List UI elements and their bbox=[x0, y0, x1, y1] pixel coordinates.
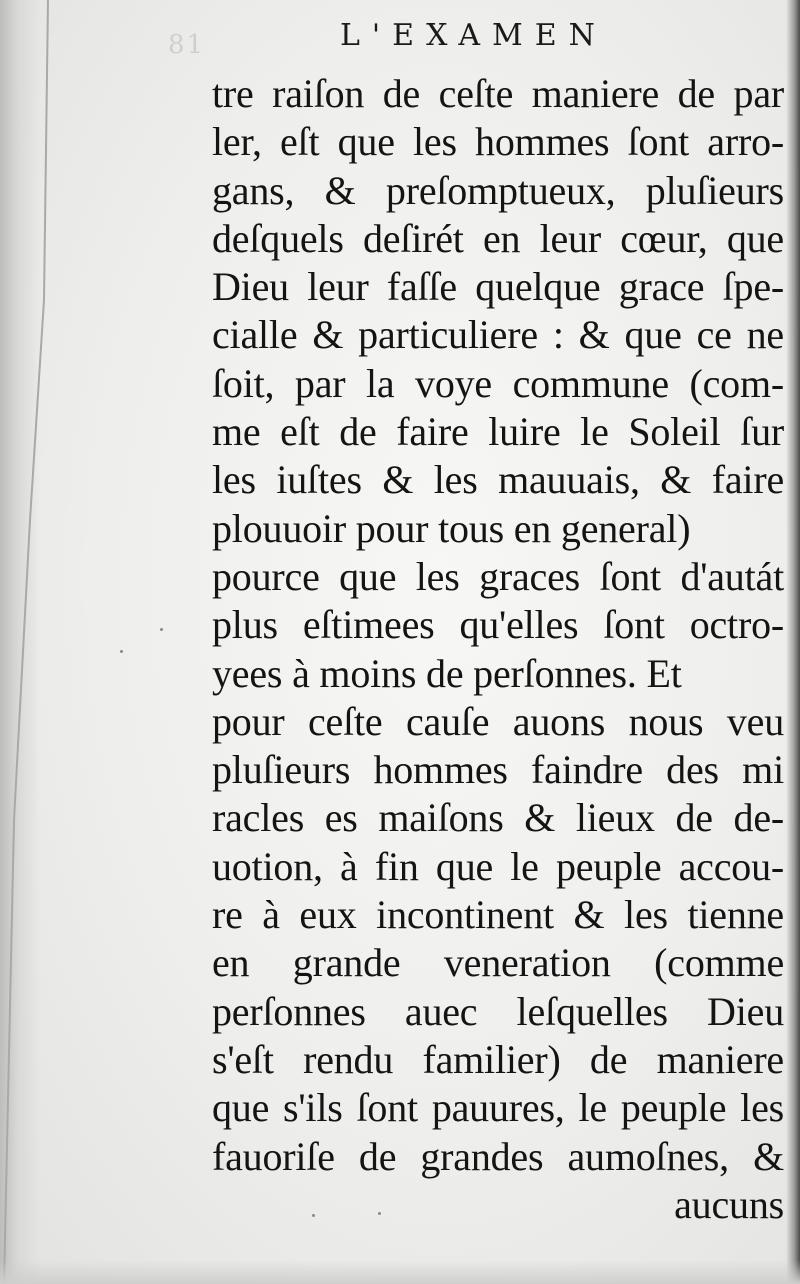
text-line: ſoit, par la voye commune (com- bbox=[212, 360, 784, 406]
text-line: tre raiſon de ceſte maniere de par bbox=[212, 71, 784, 116]
text-line: pource que les graces ſont d'autát bbox=[212, 553, 784, 599]
text-line: plus eſtimees qu'elles ſont octro- bbox=[212, 602, 784, 648]
text-line: en grande veneration (comme bbox=[212, 940, 784, 986]
paper-speck bbox=[378, 1212, 381, 1215]
paper-speck bbox=[120, 650, 123, 653]
text-line: me eſt de faire luire le Soleil ſur bbox=[212, 409, 784, 455]
text-line: perſonnes auec leſquelles Dieu bbox=[212, 988, 784, 1034]
running-head: L'EXAMEN bbox=[340, 18, 607, 53]
paper-speck bbox=[312, 1214, 315, 1217]
body-text bbox=[212, 70, 784, 1229]
text-line: aucuns bbox=[674, 1181, 784, 1227]
text-line: re à eux incontinent & les tienne bbox=[212, 892, 784, 938]
bottom-page-edge bbox=[0, 1260, 800, 1284]
text-line: Dieu leur faſſe quelque grace ſpe- bbox=[212, 264, 784, 310]
text-line: cialle & particuliere : & que ce ne bbox=[212, 312, 784, 358]
text-line: les iuſtes & les mauuais, & faire bbox=[212, 457, 784, 503]
show-through-folio: 81 bbox=[168, 30, 206, 60]
text-line: uotion, à fin que le peuple accou- bbox=[212, 843, 784, 889]
text-line: plouuoir pour tous en general) bbox=[212, 505, 691, 551]
text-line: racles es maiſons & lieux de de- bbox=[212, 795, 784, 841]
text-line: pour ceſte cauſe auons nous veu bbox=[212, 698, 784, 744]
text-line: yees à moins de perſonnes. Et bbox=[212, 650, 682, 696]
paper-speck bbox=[160, 628, 163, 631]
text-line: fauoriſe de grandes aumoſnes, & bbox=[212, 1133, 784, 1179]
text-line: s'eſt rendu familier) de maniere bbox=[212, 1036, 784, 1082]
text-line: deſquels deſirét en leur cœur, que bbox=[212, 215, 784, 261]
text-line: pluſieurs hommes faindre des mi bbox=[212, 747, 784, 793]
right-page-edge bbox=[786, 0, 800, 1284]
text-line: gans, & preſomptueux, pluſieurs bbox=[212, 167, 784, 213]
text-line: que s'ils ſont pauures, le peuple les bbox=[212, 1085, 784, 1131]
text-line: ler, eſt que les hommes ſont arro- bbox=[212, 119, 784, 165]
